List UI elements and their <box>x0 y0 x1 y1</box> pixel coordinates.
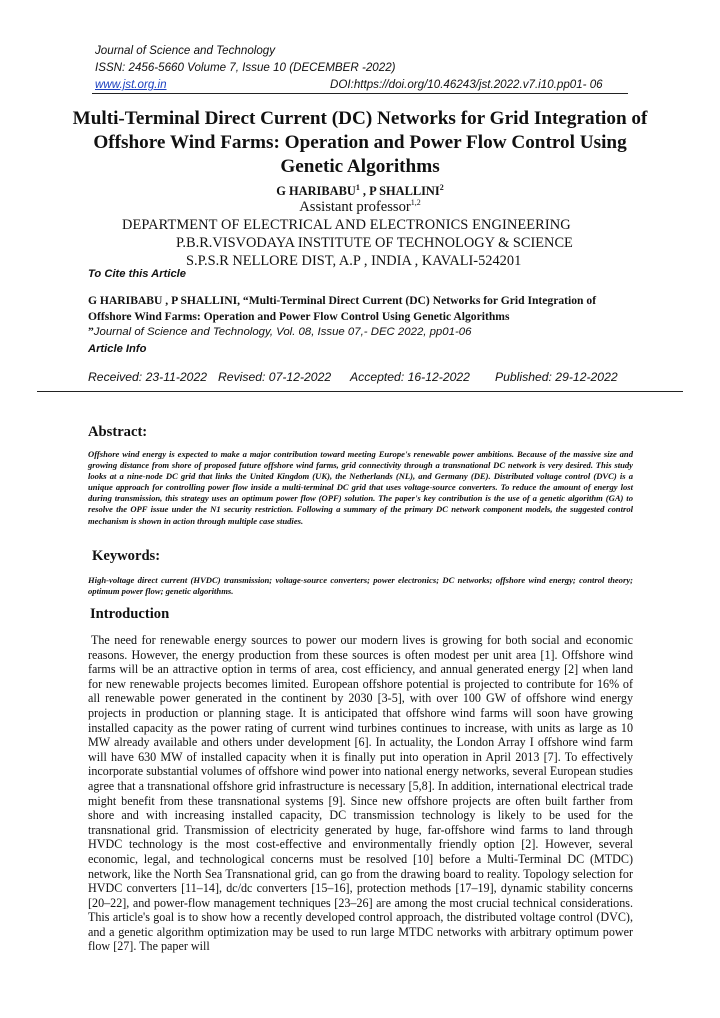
introduction-heading: Introduction <box>90 606 170 622</box>
keywords-text: High-voltage direct current (HVDC) transmission; voltage-source converters; power electronics; DC networks; offshore wind energy; control theory; optimum power flow; genetic algorithms. <box>88 575 633 597</box>
cite-journal: Journal of Science and Technology, Vol. 08, Issue 07,- DEC 2022, pp01-06 <box>93 326 472 338</box>
received-date: Received: 23-11-2022 <box>88 370 208 384</box>
website-line <box>95 78 167 91</box>
author-1: G HARIBABU <box>276 184 356 198</box>
cite-title: Multi-Terminal Direct Current (DC) Networks for Grid Integration of Offshore Wind Farms: Operation and Power Flow Control Using Genetic Algorithms <box>88 294 597 323</box>
published-date: Published: 29-12-2022 <box>495 370 618 384</box>
department: DEPARTMENT OF ELECTRICAL AND ELECTRONICS ENGINEERING <box>122 217 571 233</box>
cite-authors: G HARIBABU , P SHALLINI, “ <box>88 294 249 307</box>
authors-line <box>60 184 660 199</box>
author-role <box>60 199 660 216</box>
article-info-label: Article Info <box>88 343 147 355</box>
paper-title: Multi-Terminal Direct Current (DC) Networks for Grid Integration of Offshore Wind Farms: Operation and Power Flow Control Using Genetic Algorithms <box>72 108 648 177</box>
cite-label: To Cite this Article <box>88 268 187 280</box>
website-link[interactable]: www.jst.org.in <box>95 78 167 91</box>
institute: P.B.R.VISVODAYA INSTITUTE OF TECHNOLOGY & SCIENCE <box>176 235 573 251</box>
role-affil: 1,2 <box>410 198 421 208</box>
address: S.P.S.R NELLORE DIST, A.P , INDIA , KAVALI-524201 <box>186 253 522 269</box>
author-1-affil: 1 <box>355 182 360 192</box>
header-rule <box>92 93 628 94</box>
doi-line: DOI:https://doi.org/10.46243/jst.2022.v7.i10.pp01- 06 <box>330 78 603 91</box>
keywords-heading: Keywords: <box>92 548 161 564</box>
accepted-date: Accepted: 16-12-2022 <box>350 370 470 384</box>
info-rule <box>37 391 683 392</box>
journal-name: Journal of Science and Technology <box>95 44 276 57</box>
author-separator: , <box>359 184 370 198</box>
author-2: P SHALLINI <box>369 184 440 198</box>
issn-line: ISSN: 2456-5660 Volume 7, Issue 10 (DECEMBER -2022) <box>95 61 396 74</box>
introduction-text: The need for renewable energy sources to power our modern lives is growing for both social and economic reasons. However, the energy production from these sources is often modest per unit area [1]. Offshore wind farms will be an attractive option in terms of area, cost efficiency, and annual generated energy [2] when land for new renewable projects becomes limited. European offshore potential is projected to contribute for 16% of all renewable power generated in the continent by 2030 [3-5], with over 100 GW of offshore wind energy projects in production or planning stage. It is anticipated that offshore wind farms will soon have growing installed capacity as the power rating of current wind turbines continues to increase, with units as large as 10 MW already available and others under development [6]. In actuality, the London Array I offshore wind farm will have 630 MW of installed capacity when it is finally put into operation in April 2013 [7]. To effectively incorporate substantial volumes of offshore wind power into national energy networks, several European studies agree that a transnational offshore grid infrastructure is necessary [5,8]. In addition, international electrical trade might benefit from these transnational systems [9]. Since new offshore projects are often built farther from shore and with increasing installed capacity, DC transmission technology is likely to be used for the transnational grid. Transmission of electricity generated by huge, far-offshore wind farms to land through HVDC technology is the most cost-effective and environmentally friendly option [2]. However, several economic, legal, and technological concerns must be resolved [10] before a Multi-Terminal DC (MTDC) network, like the North Sea Transnational grid, can go from the drawing board to reality. Topology selection for HVDC converters [11–14], dc/dc converters [15–16], protection methods [17–19], dynamic stability concerns [20–22], and power-flow management techniques [23–26] are among the most crucial technical considerations. This article's goal is to show how a recently developed control approach, the distributed voltage control (DVC), and a genetic algorithm optimization may be used to run large MTDC networks with arbitrary optimum power flow [27]. The paper will <box>88 633 633 954</box>
abstract-text: Offshore wind energy is expected to make a major contribution toward meeting Europe's renewable power ambitions. Because of the massive size and growing distance from shore of proposed future offshore wind farms, grid connectivity through a transnational DC network is very desired. This study looks at a nine-node DC grid that links the United Kingdom (UK), the Netherlands (NL), and Germany (DE). Distributed voltage control (DVC) is a unique approach for controlling power flow inside a multi-terminal DC grid that uses voltage-source converters. To reduce the amount of energy lost during transmission, this strategy uses an optimum power flow (OPF) solution. The paper's key contribution is the use of a genetic algorithm (GA) to resolve the OPF issue under the N1 security restriction. Following a summary of the primary DC network component models, the suggested control mechanism is shown in action through multiple case studies. <box>88 449 633 526</box>
revised-date: Revised: 07-12-2022 <box>218 370 332 384</box>
abstract-heading: Abstract: <box>88 424 148 440</box>
cite-quote-close: ” <box>88 325 94 338</box>
citation-block <box>88 293 636 341</box>
author-2-affil: 2 <box>439 182 444 192</box>
role-label: Assistant professor <box>299 199 411 215</box>
